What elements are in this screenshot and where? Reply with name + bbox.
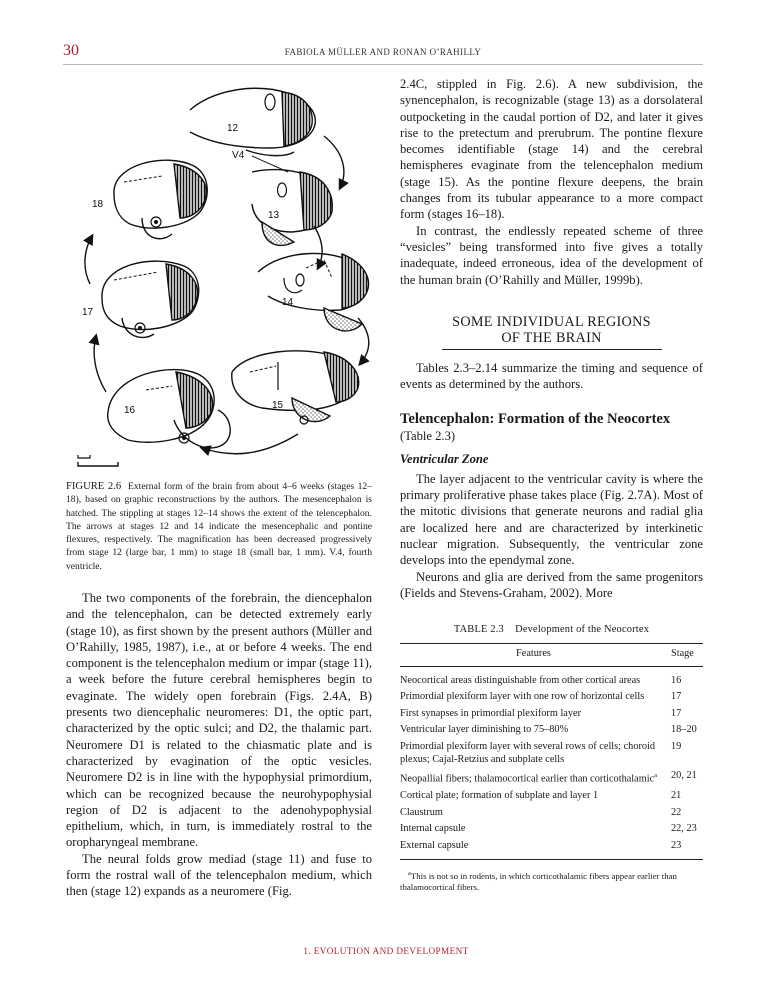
table-row [400, 768, 703, 788]
table-cell-stage: 22, 23 [671, 823, 697, 835]
table-cell-stage: 18–20 [671, 724, 697, 736]
table-header-row [400, 644, 703, 667]
table-2-3 [400, 624, 703, 894]
brain-stage-17 [102, 261, 199, 337]
table-cell-feature: Primordial plexiform layer with one row of horizontal cells [400, 691, 645, 703]
table-footnote-mark: a [408, 869, 411, 877]
table-footnote [400, 868, 703, 894]
table-row [400, 706, 703, 723]
arrow-12-to-13 [324, 136, 344, 188]
column-header-stage: Stage [667, 644, 703, 667]
brain-stage-18 [114, 160, 207, 239]
table-cell-feature: Internal capsule [400, 823, 466, 835]
paragraph: The neural folds grow mediad (stage 11) and fuse to form the rostral wall of the telencephalon medium, which then (stage 12) expands as a neuromere (Fig. [66, 851, 372, 899]
running-title: FABIOLA MÜLLER AND RONAN O’RAHILLY [284, 47, 482, 57]
label-v4: V4 [232, 150, 245, 161]
table-row [400, 838, 703, 859]
table-row [400, 788, 703, 805]
table-cell-stage: 16 [671, 674, 682, 686]
table-cell-feature: Cortical plate; formation of subplate and layer 1 [400, 790, 599, 802]
scale-bar-small [78, 455, 90, 458]
figure-caption [66, 480, 372, 573]
table-cell-stage: 19 [671, 740, 682, 752]
paragraph: The two components of the forebrain, the diencephalon and the telencephalon, can be detected extremely early (stage 10), as first shown by the present authors (Müller and O’Rahilly, 1985, 1987), i.e., at or before 4 weeks. The end component is the telencephalon medium or impar (stage 11), a week before the future cerebral hemispheres begin to evaginate. The widely open forebrain (Figs. 2.4A, B) presents two diencephalic neuromeres: D1, the optic part, characterized by the optic sulci; and D2, the thalamic part. Neuromere D1 is related to the chiasmatic plate and is characterized by evagination of the optic vesicles. Neuromere D2 is in line with the hypophysial primordium, which can be recognized because the neurohypophysial region of D2 is adjacent to the adenohypophysial epithelium, which, in turn, is immediately rostral to the oropharyngeal membrane. [66, 591, 372, 850]
page-number: 30 [63, 42, 79, 59]
brain-stage-13 [252, 170, 332, 246]
label-stage-16: 16 [124, 405, 136, 416]
subsection-heading: Telencephalon: Formation of the Neocortex [400, 411, 671, 428]
table-cell-feature: Ventricular layer diminishing to 75–80% [400, 724, 569, 736]
table-row [400, 689, 703, 706]
brain-stage-14 [258, 253, 369, 330]
table-cell-stage: 22 [671, 806, 682, 818]
paragraph: Neurons and glia are derived from the same progenitors (Fields and Stevens-Graham, 2002). More [400, 569, 703, 600]
label-stage-12: 12 [227, 123, 239, 134]
table-cell-feature-text: Neopallial fibers; thalamocortical earlier than corticothalamic [400, 773, 655, 785]
table-cell-feature: First synapses in primordial plexiform layer [400, 707, 582, 719]
brain-stage-15 [232, 351, 359, 424]
figure-caption-label: FIGURE 2.6 [66, 481, 122, 492]
arrow-16-to-17 [94, 336, 106, 392]
figure-caption-text: External form of the brain from about 4–6 weeks (stages 12–18), based on graphic reconstructions by the authors. The mesencephalon is hatched. The stippling at stages 12–14 shows the extent of the telencephalon. The arrows at stages 12 and 14 indicate the mesencephalic and pontine flexures, respectively. The magnification has been decreased progressively from stage 12 (large bar, 1 mm) to stage 18 (small bar, 1 mm). V.4, fourth ventricle. [66, 481, 373, 572]
table-row [400, 821, 703, 838]
section-heading [400, 314, 703, 346]
subsection-table-ref: (Table 2.3) [400, 429, 456, 444]
arrow-17-to-18 [85, 236, 92, 284]
table-cell-feature: Claustrum [400, 806, 443, 818]
column-header-features: Features [400, 644, 667, 667]
section-heading-line-2: OF THE BRAIN [501, 329, 602, 346]
table-cell-feature: External capsule [400, 838, 667, 859]
running-head [63, 42, 703, 65]
paragraph: Tables 2.3–2.14 summarize the timing and sequence of events as determined by the authors. [400, 360, 703, 392]
table-cell-stage: 20, 21 [671, 770, 697, 782]
table-caption: TABLE 2.3 Development of the Neocortex [453, 624, 650, 635]
paragraph: The layer adjacent to the ventricular cavity is where the primary proliferative phase takes place (Fig. 2.7A). Most of the mitotic divisions that generate neurons and radial glia are localized here and are characterized by interkinetic nuclear migration. Subsequently, the ventricular zone develops into the ependymal zone. [400, 471, 703, 568]
subsubsection-heading: Ventricular Zone [400, 452, 489, 467]
label-stage-13: 13 [268, 210, 280, 221]
arrow-15-to-16 [202, 434, 298, 454]
table-row [400, 722, 703, 739]
right-column [400, 76, 703, 601]
arrow-13-to-14 [314, 226, 322, 268]
paragraph: In contrast, the endlessly repeated scheme of three “vesicles” being transformed into five gives a totally inadequate, indeed erroneous, idea of the development of the human brain (O’Rahilly and Müller, 1999b). [400, 223, 703, 287]
left-column [66, 590, 372, 900]
label-stage-15: 15 [272, 400, 284, 411]
table-cell-stage: 17 [671, 691, 682, 703]
paragraph: 2.4C, stippled in Fig. 2.6). A new subdivision, the synencephalon, is recognizable (stage 13) as a dorsolateral outpocketing in the caudal portion of D2, and later it gives rise to the pretectum and prerubrum. The pontine flexure becomes identifiable (stage 14) and the cerebral hemispheres evaginate from the telencephalon medium (stage 15). As the pontine flexure deepens, the brain changes from its tubular appearance to a more compact form (stages 16–18). [400, 77, 703, 222]
table-cell-stage: 17 [671, 707, 682, 719]
label-stage-17: 17 [82, 307, 94, 318]
table-row [400, 739, 703, 768]
table-footnote-text: This is not so in rodents, in which corticothalamic fibers appear earlier than thalamocortical fibers. [400, 870, 677, 893]
label-stage-18: 18 [92, 199, 104, 210]
neocortex-table [400, 643, 703, 860]
table-row [400, 666, 703, 689]
section-heading-line-1: SOME INDIVIDUAL REGIONS [452, 313, 651, 330]
label-stage-14: 14 [282, 297, 294, 308]
footnote-mark: a [654, 772, 658, 780]
table-cell-stage: 21 [671, 790, 682, 802]
table-cell-stage: 23 [667, 838, 703, 859]
brain-stages-illustration [62, 72, 378, 477]
scale-bar [78, 462, 118, 466]
figure-2-6 [62, 72, 378, 477]
table-row [400, 805, 703, 822]
page-footer: 1. EVOLUTION AND DEVELOPMENT [303, 946, 469, 956]
brain-stage-12 [190, 88, 315, 172]
table-cell-feature [400, 768, 667, 788]
table-cell-feature: Primordial plexiform layer with several rows of cells; choroid plexus; Cajal-Retzius and subplate cells [400, 740, 656, 765]
table-cell-feature: Neocortical areas distinguishable from other cortical areas [400, 674, 641, 686]
section-rule [442, 349, 662, 350]
